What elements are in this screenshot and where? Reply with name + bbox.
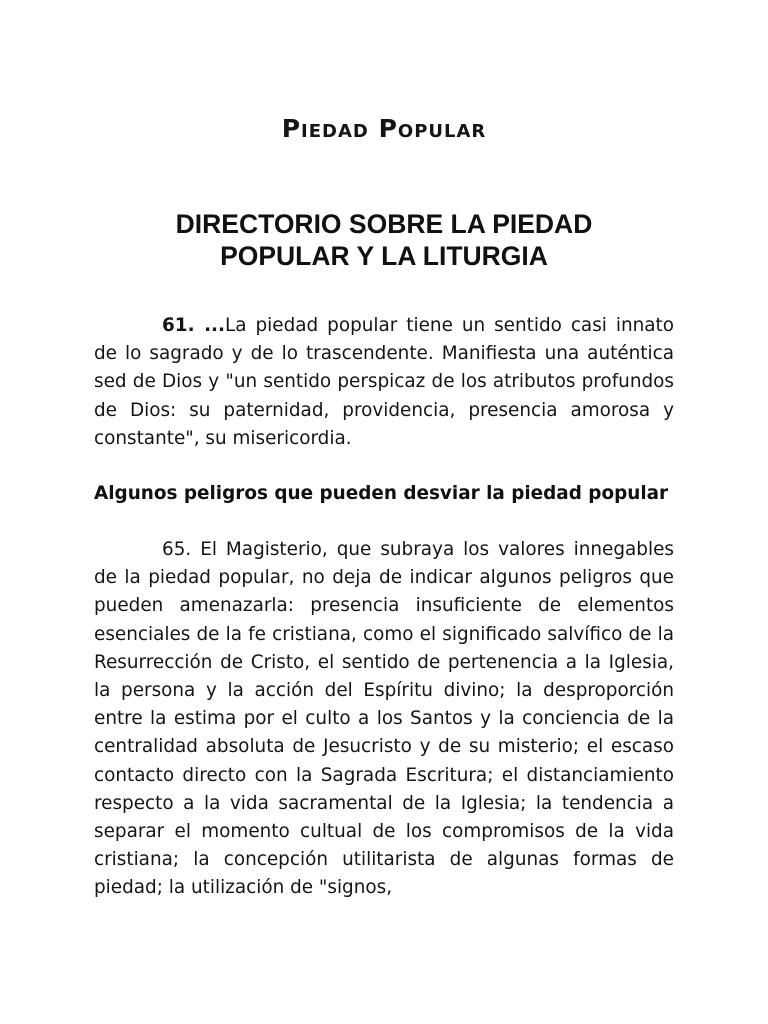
paragraph-65-number: 65.	[162, 539, 192, 560]
paragraph-61-number: 61. ...	[162, 315, 226, 336]
document-title	[94, 208, 674, 272]
document-title-line-2: POPULAR Y LA LITURGIA	[220, 241, 548, 271]
section-heading: Algunos peligros que pueden desviar la piedad popular	[94, 483, 669, 504]
paragraph-61	[94, 312, 674, 453]
paragraph-65-text: El Magisterio, que subraya los valores innegables de la piedad popular, no deja de indicar algunos peligros que pueden amenazarla: presencia insuficiente de elementos esenciales de la fe cristiana, como el significado salvífico de la Resurrección de Cristo, el sentido de pertenencia a la Iglesia, la persona y la acción del Espíritu divino; la desproporción entre la estima por el culto a los Santos y la conciencia de la centralidad absoluta de Jesucristo y de su misterio; el escaso contacto directo con la Sagrada Escritura; el distanciamiento respecto a la vida sacramental de la Iglesia; la tendencia a separar el momento cultual de los compromisos de la vida cristiana; la concepción utilitarista de algunas formas de piedad; la utilización de "signos,	[94, 539, 674, 899]
paragraph-65	[94, 536, 674, 903]
running-title: Piedad Popular	[281, 114, 487, 143]
paragraph-61-text: La piedad popular tiene un sentido casi innato de lo sagrado y de lo trascendente. Manifiesta una auténtica sed de Dios y "un sentido perspicaz de los atributos profundos de Dios: su paternidad, providencia, presencia amorosa y constante", su misericordia.	[94, 315, 674, 449]
document-title-line-1: DIRECTORIO SOBRE LA PIEDAD	[175, 209, 593, 239]
